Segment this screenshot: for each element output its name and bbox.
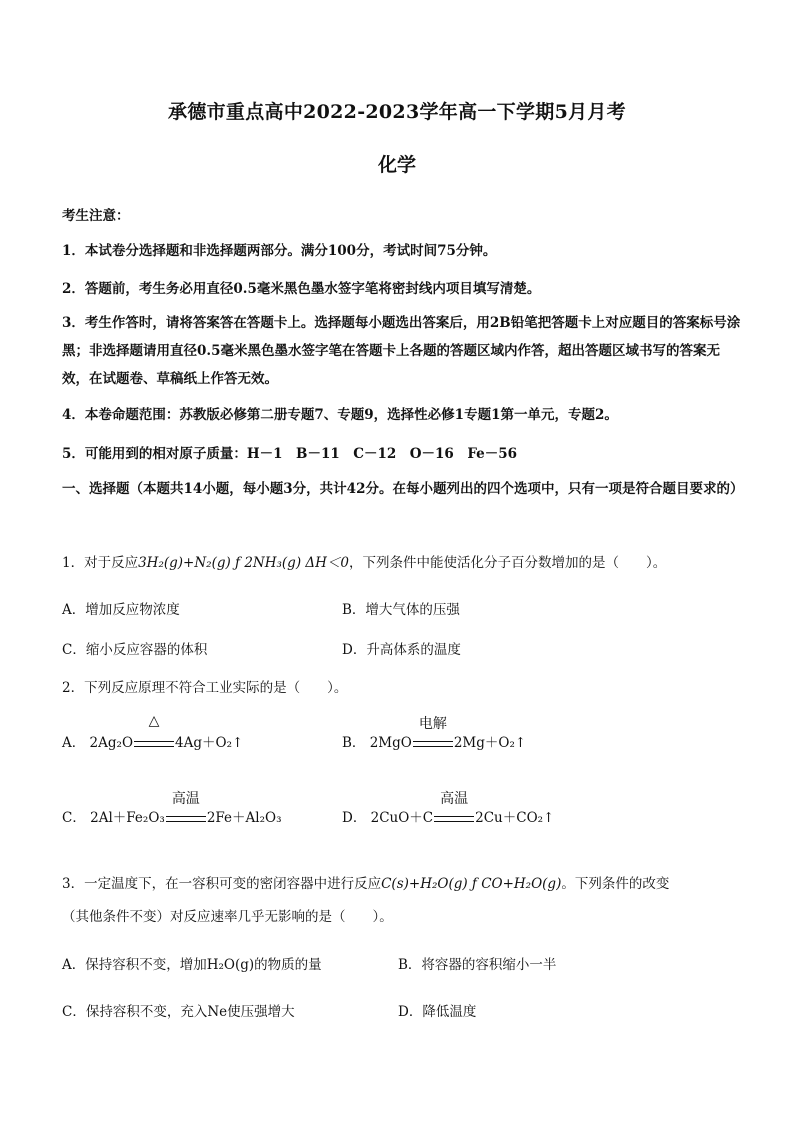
question-1-equation: 3H₂(g)+N₂(g) ƒ 2NH₃(g) ΔH＜0 (138, 555, 349, 571)
reactants: 2Ag₂O (89, 735, 134, 751)
notice-item-2: 2．答题前，考生务必用直径0.5毫米黑色墨水签字笔将密封线内项目填写清楚。 (62, 281, 541, 297)
notice-item-3: 3．考生作答时，请将答案答在答题卡上。选择题每小题选出答案后，用2B铅笔把答题卡上对应题目的答案标号涂黑；非选择题请用直径0.5毫米黑色墨水签字笔在答题卡上各题的答题区域内作答，超出答题区域书写的答案无效，在试题卷、草稿纸上作答无效。 (62, 315, 741, 387)
question-3-equation: C(s)+H₂O(g) ƒ CO+H₂O(g) (381, 876, 562, 892)
question-2-option-b (342, 716, 527, 751)
reaction-arrow (412, 716, 454, 751)
question-1-stem (62, 551, 742, 571)
notice-item-1: 1．本试卷分选择题和非选择题两部分。满分100分，考试时间75分钟。 (62, 243, 497, 259)
reaction-condition: 电解 (418, 716, 447, 732)
section-1-heading: 一、选择题（本题共14小题，每小题3分，共计42分。在每小题列出的四个选项中，只有一项是符合题目要求的） (62, 481, 744, 497)
option-label: C． (62, 810, 86, 826)
reactants: 2Al＋Fe₂O₃ (90, 810, 165, 826)
notice-item-4: 4．本卷命题范围：苏教版必修第二册专题7、专题9，选择性必修1专题1第一单元，专题2。 (62, 407, 618, 423)
question-1-option-a: A．增加反应物浓度 (62, 602, 180, 618)
reaction-arrow (165, 791, 207, 826)
question-3-option-d: D．降低温度 (398, 1004, 477, 1020)
question-1-option-c: C．缩小反应容器的体积 (62, 642, 208, 658)
question-2-option-a (62, 713, 244, 751)
products: 4Ag＋O₂↑ (175, 735, 244, 751)
reaction-arrow (433, 791, 475, 826)
question-2-option-d (342, 791, 555, 826)
question-2-option-c (62, 791, 282, 826)
reaction-condition: 高温 (440, 791, 469, 807)
notice-item-5: 5．可能用到的相对原子质量：H－1 B－11 C－12 O－16 Fe－56 (62, 446, 518, 462)
reaction-condition: △ (148, 713, 160, 729)
question-1-option-b: B．增大气体的压强 (342, 602, 460, 618)
products: 2Cu＋CO₂↑ (475, 810, 555, 826)
reactants: 2MgO (369, 735, 412, 751)
question-3-option-c: C．保持容积不变，充入Ne使压强增大 (62, 1004, 295, 1020)
option-label: A． (62, 735, 86, 751)
question-2-stem: 2．下列反应原理不符合工业实际的是（ ）。 (62, 680, 348, 696)
products: 2Fe＋Al₂O₃ (206, 810, 282, 826)
question-1-prefix: 1．对于反应 (62, 555, 139, 571)
subject-title: 化学 (377, 154, 416, 176)
exam-title: 承德市重点高中2022-2023学年高一下学期5月月考 (168, 101, 626, 123)
question-3-stem-line-2: （其他条件不变）对反应速率几乎无影响的是（ ）。 (62, 909, 393, 925)
reaction-arrow (133, 713, 175, 751)
option-label: D． (342, 810, 367, 826)
question-1-suffix: ，下列条件中能使活化分子百分数增加的是（ ）。 (349, 555, 667, 571)
question-1-option-d: D．升高体系的温度 (342, 642, 461, 658)
question-3-prefix: 3．一定温度下，在一容积可变的密闭容器中进行反应 (62, 876, 382, 892)
question-3-stem-line-1 (62, 872, 742, 892)
reaction-condition: 高温 (171, 791, 200, 807)
question-3-option-a: A．保持容积不变，增加H₂O(g)的物质的量 (62, 957, 322, 973)
products: 2Mg＋O₂↑ (453, 735, 527, 751)
notice-heading: 考生注意： (62, 208, 130, 224)
reactants: 2CuO＋C (370, 810, 434, 826)
question-3-option-b: B．将容器的容积缩小一半 (398, 957, 557, 973)
question-3-suffix: 。下列条件的改变 (561, 876, 670, 892)
option-label: B． (342, 735, 366, 751)
